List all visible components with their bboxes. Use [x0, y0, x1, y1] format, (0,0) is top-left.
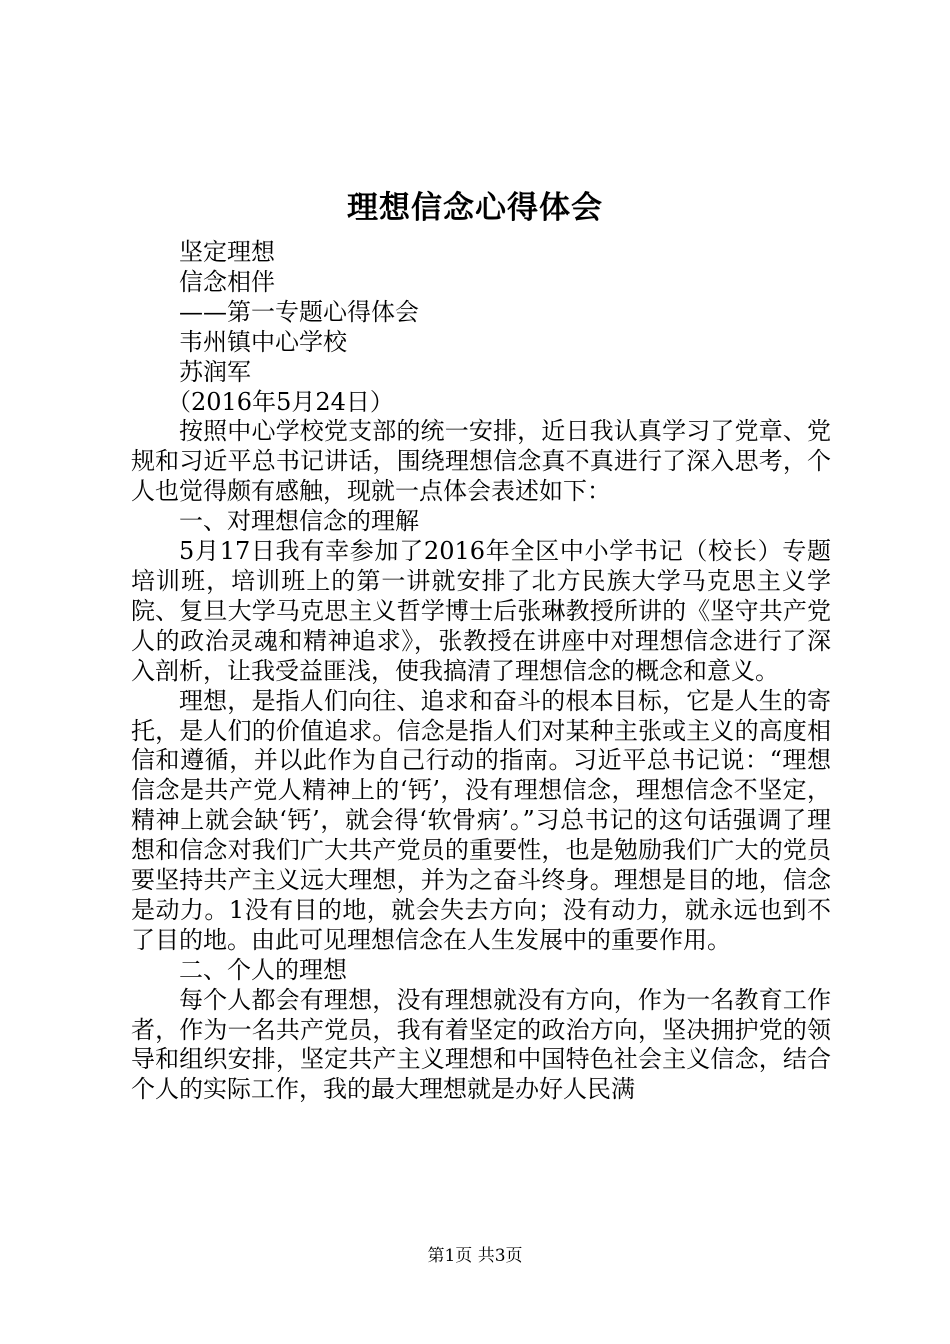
body-paragraph-2: 理想，是指人们向往、追求和奋斗的根本目标，它是人生的寄托，是人们的价值追求。信念是指人们对某种主张或主义的高度相信和遵循，并以此作为自己行动的指南。习近平总书记说：“理想信念是共产党人精神上的‘钙’，没有理想信念，理想信念不坚定，精神上就会缺‘钙’，就会得‘软骨病’。”习总书记的这句话强调了理想和信念对我们广大共产党员的重要性，也是勉励我们广大的党员要坚持共产主义远大理想，并为之奋斗终身。理想是目的地，信念是动力。1没有目的地，就会失去方向；没有动力，就永远也到不了目的地。由此可见理想信念在人生发展中的重要作用。: [131, 686, 831, 954]
section-heading-1: 一、对理想信念的理解: [179, 507, 419, 536]
document-body: [131, 238, 831, 1105]
document-date: （2016年5月24日）: [167, 387, 394, 416]
school-name: 韦州镇中心学校: [179, 327, 347, 356]
subtitle-line-1: 坚定理想: [179, 238, 275, 266]
subtitle-topic: ——第一专题心得体会: [179, 297, 419, 326]
section-heading-2: 二、个人的理想: [179, 955, 347, 984]
body-paragraph-3: 每个人都会有理想，没有理想就没有方向，作为一名教育工作者，作为一名共产党员，我有着坚定的政治方向，坚决拥护党的领导和组织安排，坚定共产主义理想和中国特色社会主义信念，结合个人的实际工作，我的最大理想就是办好人民满: [131, 985, 831, 1104]
intro-paragraph: 按照中心学校党支部的统一安排，近日我认真学习了党章、党规和习近平总书记讲话，围绕理想信念真不真进行了深入思考，个人也觉得颇有感触，现就一点体会表述如下：: [131, 417, 831, 506]
document-title: 理想信念心得体会: [347, 190, 603, 226]
author-name: 苏润军: [179, 357, 251, 386]
page-footer: 第1页 共3页: [427, 1246, 523, 1266]
body-paragraph-1: 5月17日我有幸参加了2016年全区中小学书记（校长）专题培训班，培训班上的第一讲就安排了北方民族大学马克思主义学院、复旦大学马克思主义哲学博士后张琳教授所讲的《坚守共产党人的政治灵魂和精神追求》，张教授在讲座中对理想信念进行了深入剖析，让我受益匪浅，使我搞清了理想信念的概念和意义。: [131, 537, 831, 685]
subtitle-line-2: 信念相伴: [179, 267, 275, 296]
